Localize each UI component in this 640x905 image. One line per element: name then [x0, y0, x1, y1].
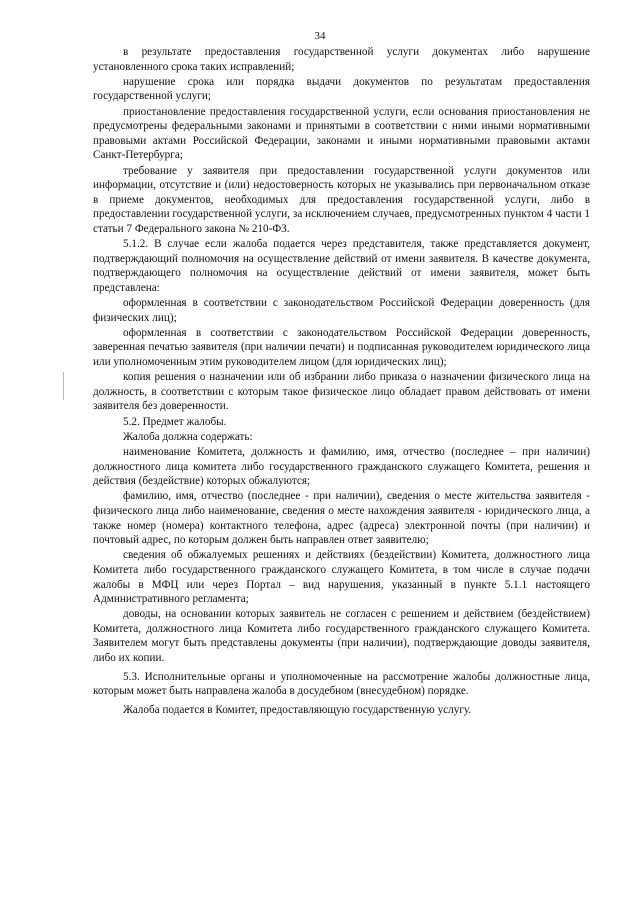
paragraph: копия решения о назначении или об избрании либо приказа о назначении физического лица на должность, в соответствии с которым такое физическое лицо обладает правом действовать от имени заявителя без доверенности.: [93, 371, 590, 413]
paragraph: требование у заявителя при предоставлении государственной услуги документов или информации, отсутствие и (или) недостоверность которых не указывались при первоначальном отказе в приеме документов, необходимых для предоставления государственной услуги, либо в предоставлении государственной услуги, за исключением случаев, предусмотренных пунктом 4 части 1 статьи 7 Федерального закона № 210-ФЗ.: [93, 164, 590, 235]
margin-mark: [63, 372, 64, 400]
paragraph: сведения об обжалуемых решениях и действиях (бездействии) Комитета, должностного лица Комитета либо государственного гражданского служащего Комитета, в том числе в случае подачи жалобы в МФЦ или через Портал – вид нарушения, указанный в пункте 5.1.1 настоящего Административного регламента;: [93, 549, 590, 606]
paragraph: фамилию, имя, отчество (последнее - при наличии), сведения о месте жительства заявителя - физического лица либо наименование, сведения о месте нахождения заявителя - юридического лица, а также номер (номера) контактного телефона, адрес (адреса) электронной почты (при наличии) и почтовый адрес, по которым должен быть направлен ответ заявителю;: [93, 490, 590, 547]
paragraph: в результате предоставления государственной услуги документах либо нарушение установленного срока таких исправлений;: [93, 46, 590, 73]
paragraph: наименование Комитета, должность и фамилию, имя, отчество (последнее – при наличии) должностного лица комитета либо государственного гражданского служащего Комитета, решения и действия (бездействие) которых обжалуются;: [93, 445, 590, 488]
paragraph: Жалоба подается в Комитет, предоставляющую государственную услугу.: [123, 703, 472, 716]
paragraph: Жалоба должна содержать:: [123, 430, 253, 443]
page-number: 34: [314, 30, 326, 42]
paragraph: приостановление предоставления государственной услуги, если основания приостановления не предусмотрены федеральными законами и принятыми в соответствии с ними иными нормативными правовыми актами Российской Федерации, законами и иными нормативными правовыми актами Санкт-Петербурга;: [93, 105, 590, 162]
section-heading: 5.2. Предмет жалобы.: [123, 415, 227, 428]
paragraph: нарушение срока или порядка выдачи документов по результатам предоставления государственной услуги;: [93, 75, 590, 103]
paragraph: оформленная в соответствии с законодательством Российской Федерации доверенность (для физических лиц);: [93, 297, 590, 324]
section-heading: 5.3. Исполнительные органы и уполномоченные на рассмотрение жалобы должностные лица, которым может быть направлена жалоба в досудебном (внесудебном) порядке.: [93, 670, 590, 698]
document-body: [93, 45, 590, 717]
paragraph: 5.1.2. В случае если жалоба подается через представителя, также представляется документ, подтверждающий полномочия на осуществление действий от имени заявителя. В качестве документа, подтверждающего полномочия на осуществление действий от имени заявителя, может быть представлена:: [93, 238, 590, 294]
paragraph: доводы, на основании которых заявитель не согласен с решением и действием (бездействием) Комитета, должностного лица Комитета либо государственного гражданского служащего Комитета. Заявителем могут быть представлены документы (при наличии), подтверждающие доводы заявителя, либо их копии.: [93, 608, 590, 665]
paragraph: оформленная в соответствии с законодательством Российской Федерации доверенность, заверенная печатью заявителя (при наличии печати) и подписанная руководителем юридического лица или уполномоченным этим руководителем лицом (для юридических лиц);: [93, 326, 590, 369]
